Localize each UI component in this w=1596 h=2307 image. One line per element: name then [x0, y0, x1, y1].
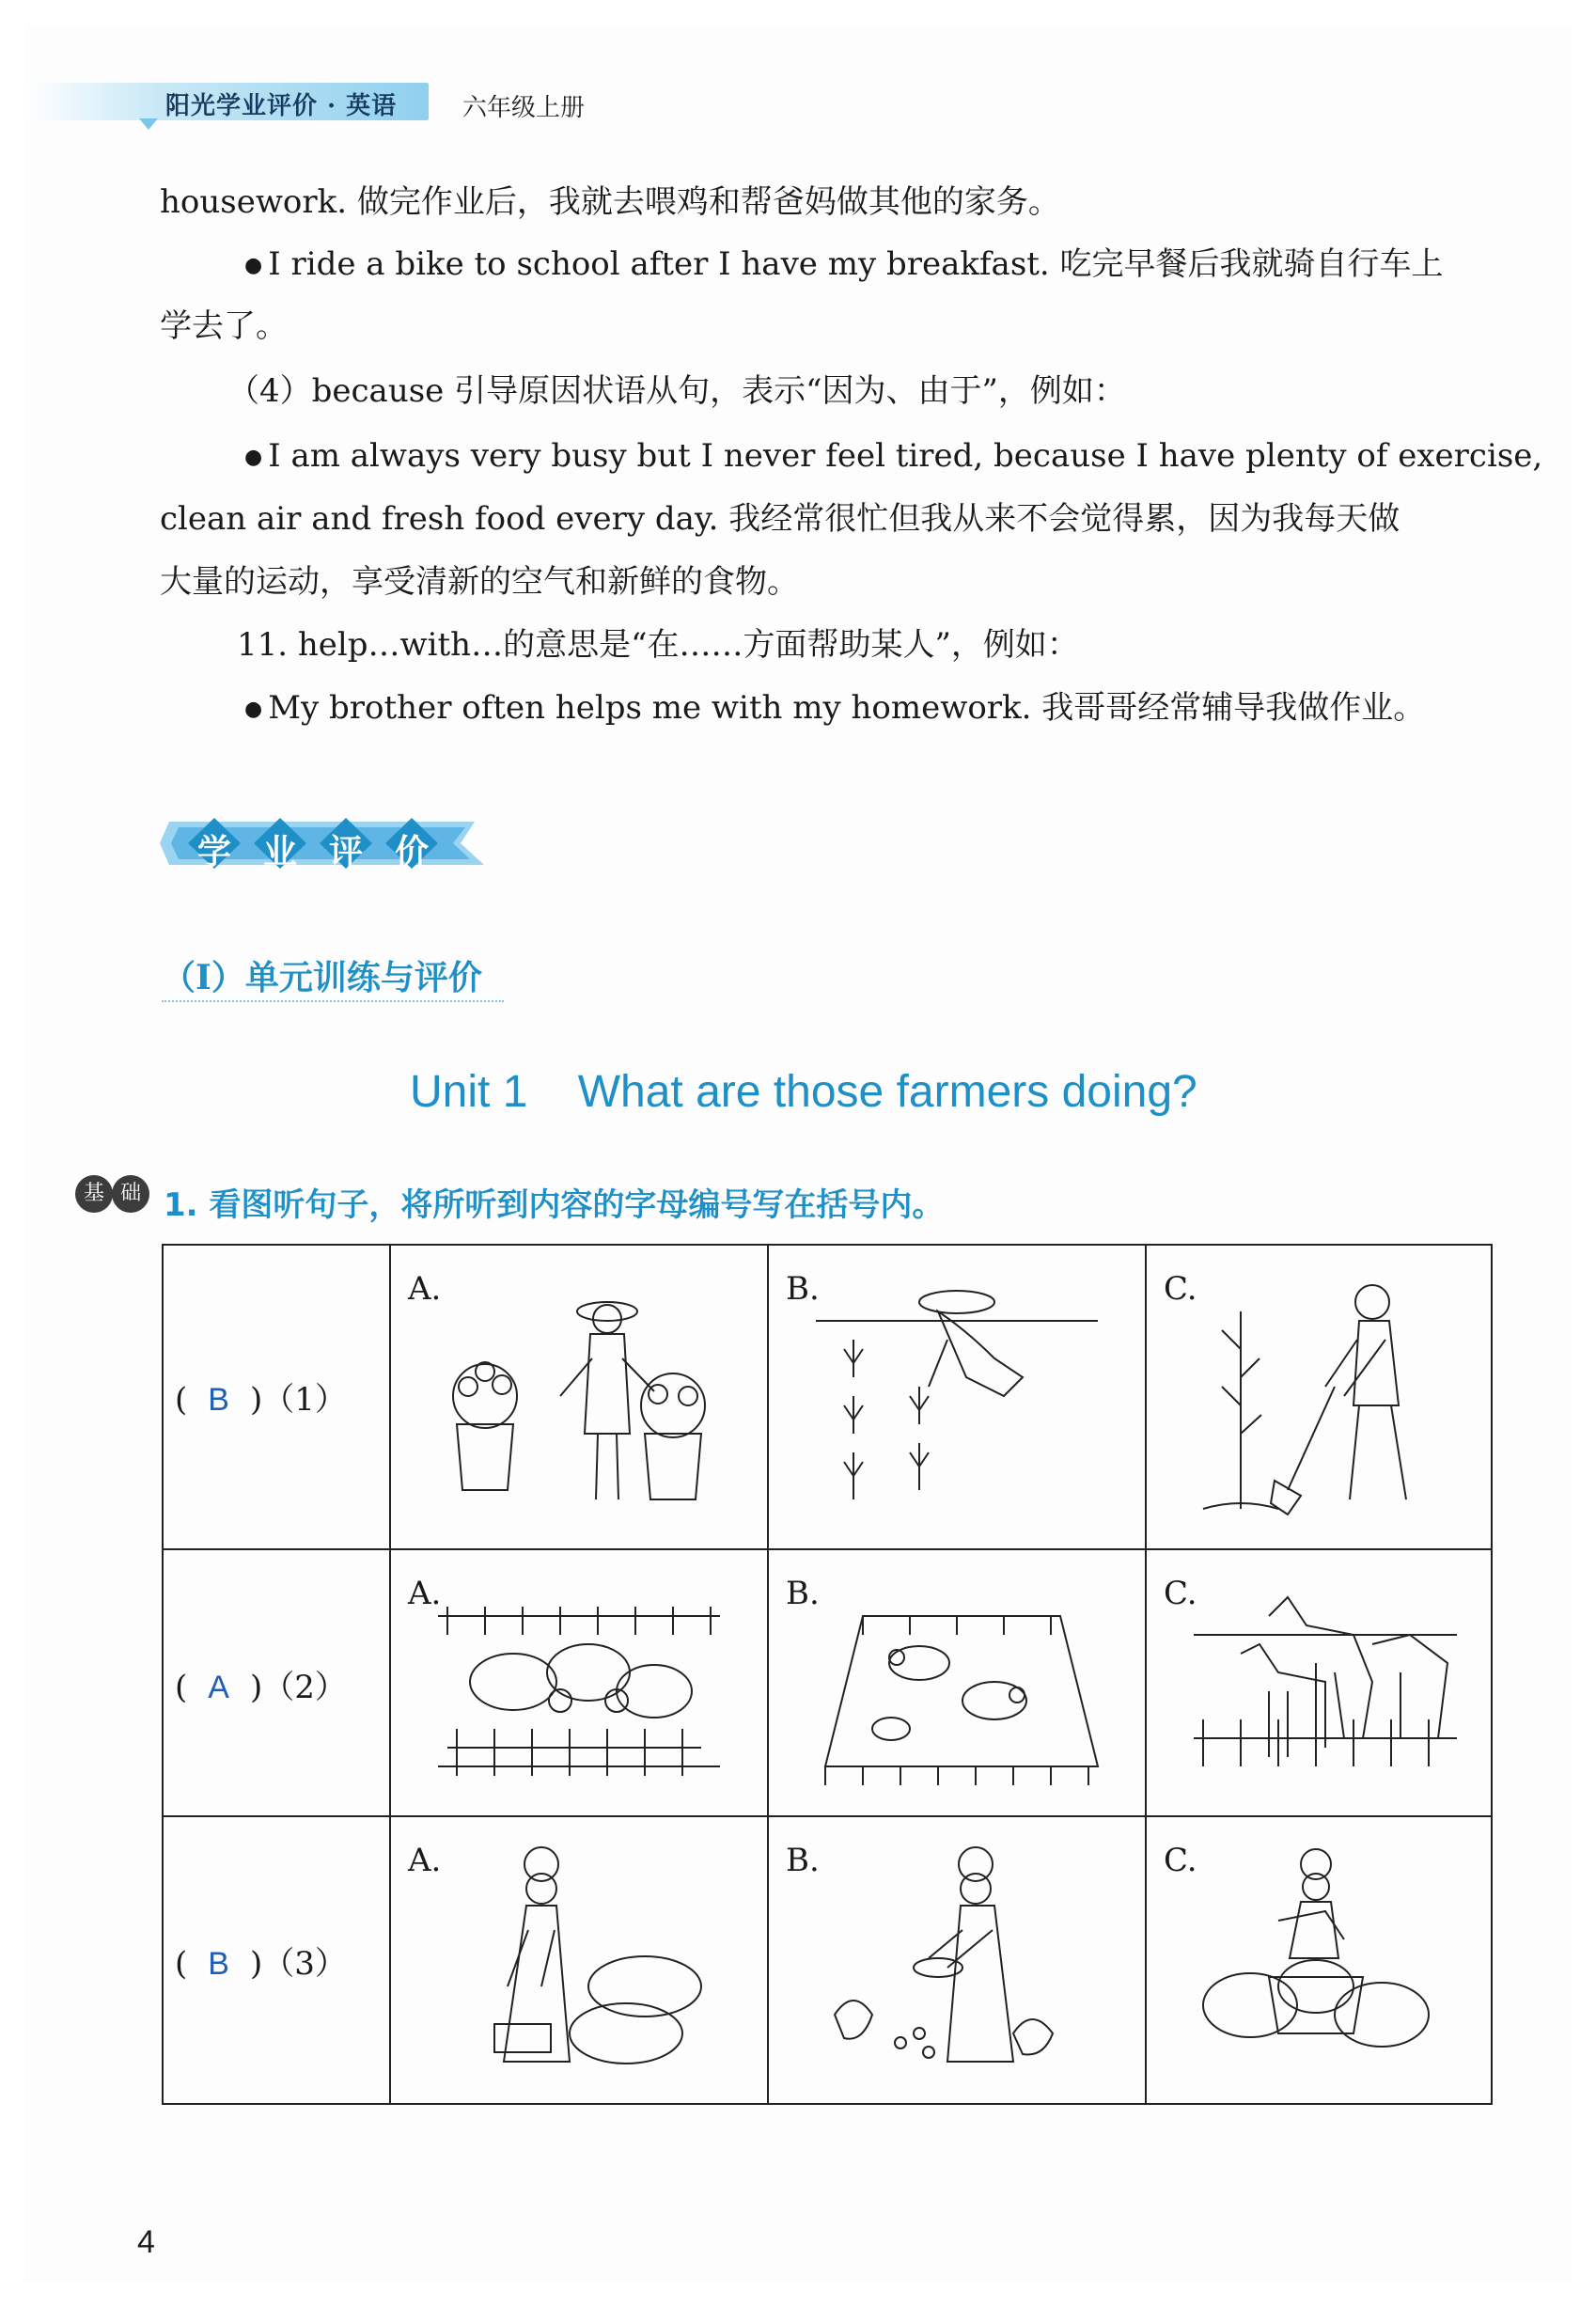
answer-cell: ( B )（3）: [163, 1816, 390, 2104]
subsection-heading: （Ⅰ）单元训练与评价: [162, 958, 482, 997]
bullet-icon: ●: [244, 254, 263, 277]
bullet-icon: ●: [244, 446, 263, 469]
option-label: C.: [1164, 1270, 1197, 1308]
option-cell: [390, 1816, 768, 2104]
option-label: A.: [408, 1842, 442, 1879]
woman-feeding-chickens-illustration: [806, 1845, 1107, 2090]
option-cell: [390, 1245, 768, 1549]
ribbon-char: 评: [329, 833, 364, 871]
unit-title: Unit 1 What are those farmers doing?: [410, 1067, 1197, 1117]
level-badge: 基: [75, 1175, 113, 1213]
bullet-icon: ●: [244, 698, 263, 721]
answer-letter[interactable]: B: [208, 1946, 229, 1982]
answer-cell: ( A )（2）: [163, 1549, 390, 1816]
answer-letter[interactable]: A: [208, 1670, 229, 1705]
body-line: 11. help…with…的意思是“在……方面帮助某人”，例如：: [237, 626, 1079, 664]
table-row: [163, 1549, 1492, 1816]
ribbon-char: 业: [263, 833, 298, 871]
option-label: A.: [408, 1270, 442, 1308]
subsection-underline: [162, 1000, 504, 1002]
option-label: C.: [1164, 1575, 1197, 1612]
body-line: ● I ride a bike to school after I have my breakfast. 吃完早餐后我就骑自行车上: [244, 245, 1444, 283]
person-watering-flowers-illustration: [429, 1274, 729, 1528]
man-digging-tree-illustration: [1184, 1274, 1466, 1528]
body-line: ● My brother often helps me with my homework. 我哥哥经常辅导我做作业。: [244, 689, 1426, 727]
option-label: C.: [1164, 1842, 1197, 1879]
option-label: B.: [786, 1575, 820, 1612]
option-cell: [1146, 1549, 1492, 1816]
option-label: B.: [786, 1270, 820, 1308]
listening-table: [162, 1244, 1493, 2105]
page-number: 4: [137, 2224, 155, 2260]
option-cell: [768, 1816, 1146, 2104]
option-cell: [768, 1245, 1146, 1549]
ribbon-char: 价: [395, 833, 430, 871]
answer-letter[interactable]: B: [208, 1382, 229, 1418]
option-cell: [1146, 1816, 1492, 2104]
body-line: housework. 做完作业后，我就去喂鸡和帮爸妈做其他的家务。: [160, 183, 1060, 221]
woman-feeding-pigs-illustration: [429, 1845, 729, 2090]
option-cell: [768, 1549, 1146, 1816]
pigs-in-pen-illustration: [806, 1578, 1107, 1795]
option-label: B.: [786, 1842, 820, 1879]
answer-cell: ( B )（1）: [163, 1245, 390, 1549]
option-cell: [390, 1549, 768, 1816]
header-banner-pointer: [139, 118, 158, 130]
header-grade: 六年级上册: [462, 94, 586, 122]
table-row: [163, 1816, 1492, 2104]
level-badge: 础: [112, 1175, 149, 1213]
ribbon-char: 学: [197, 833, 232, 871]
body-line: clean air and fresh food every day. 我经常很忙但我从来不会觉得累，因为我每天做: [160, 500, 1400, 538]
body-line: 学去了。: [160, 307, 288, 345]
sheep-in-pen-illustration: [429, 1578, 729, 1795]
table-row: [163, 1245, 1492, 1549]
option-label: A.: [408, 1575, 442, 1612]
section-ribbon: [160, 810, 484, 876]
farmer-planting-rice-illustration: [806, 1274, 1107, 1528]
body-line: 大量的运动，享受清新的空气和新鲜的食物。: [160, 563, 799, 601]
question-label: [75, 1175, 945, 1224]
question-text: 1. 看图听句子，将所听到内容的字母编号写在括号内。: [164, 1186, 945, 1224]
page-header: [24, 77, 429, 128]
option-cell: [1146, 1245, 1492, 1549]
woman-feeding-sheep-illustration: [1184, 1845, 1466, 2090]
body-line: （4）because 引导原因状语从句，表示“因为、由于”，例如：: [227, 372, 1126, 410]
body-line: ● I am always very busy but I never feel tired, because I have plenty of exercise,: [244, 437, 1543, 475]
header-title: 阳光学业评价 · 英语: [165, 92, 398, 120]
horses-in-pen-illustration: [1184, 1578, 1466, 1795]
